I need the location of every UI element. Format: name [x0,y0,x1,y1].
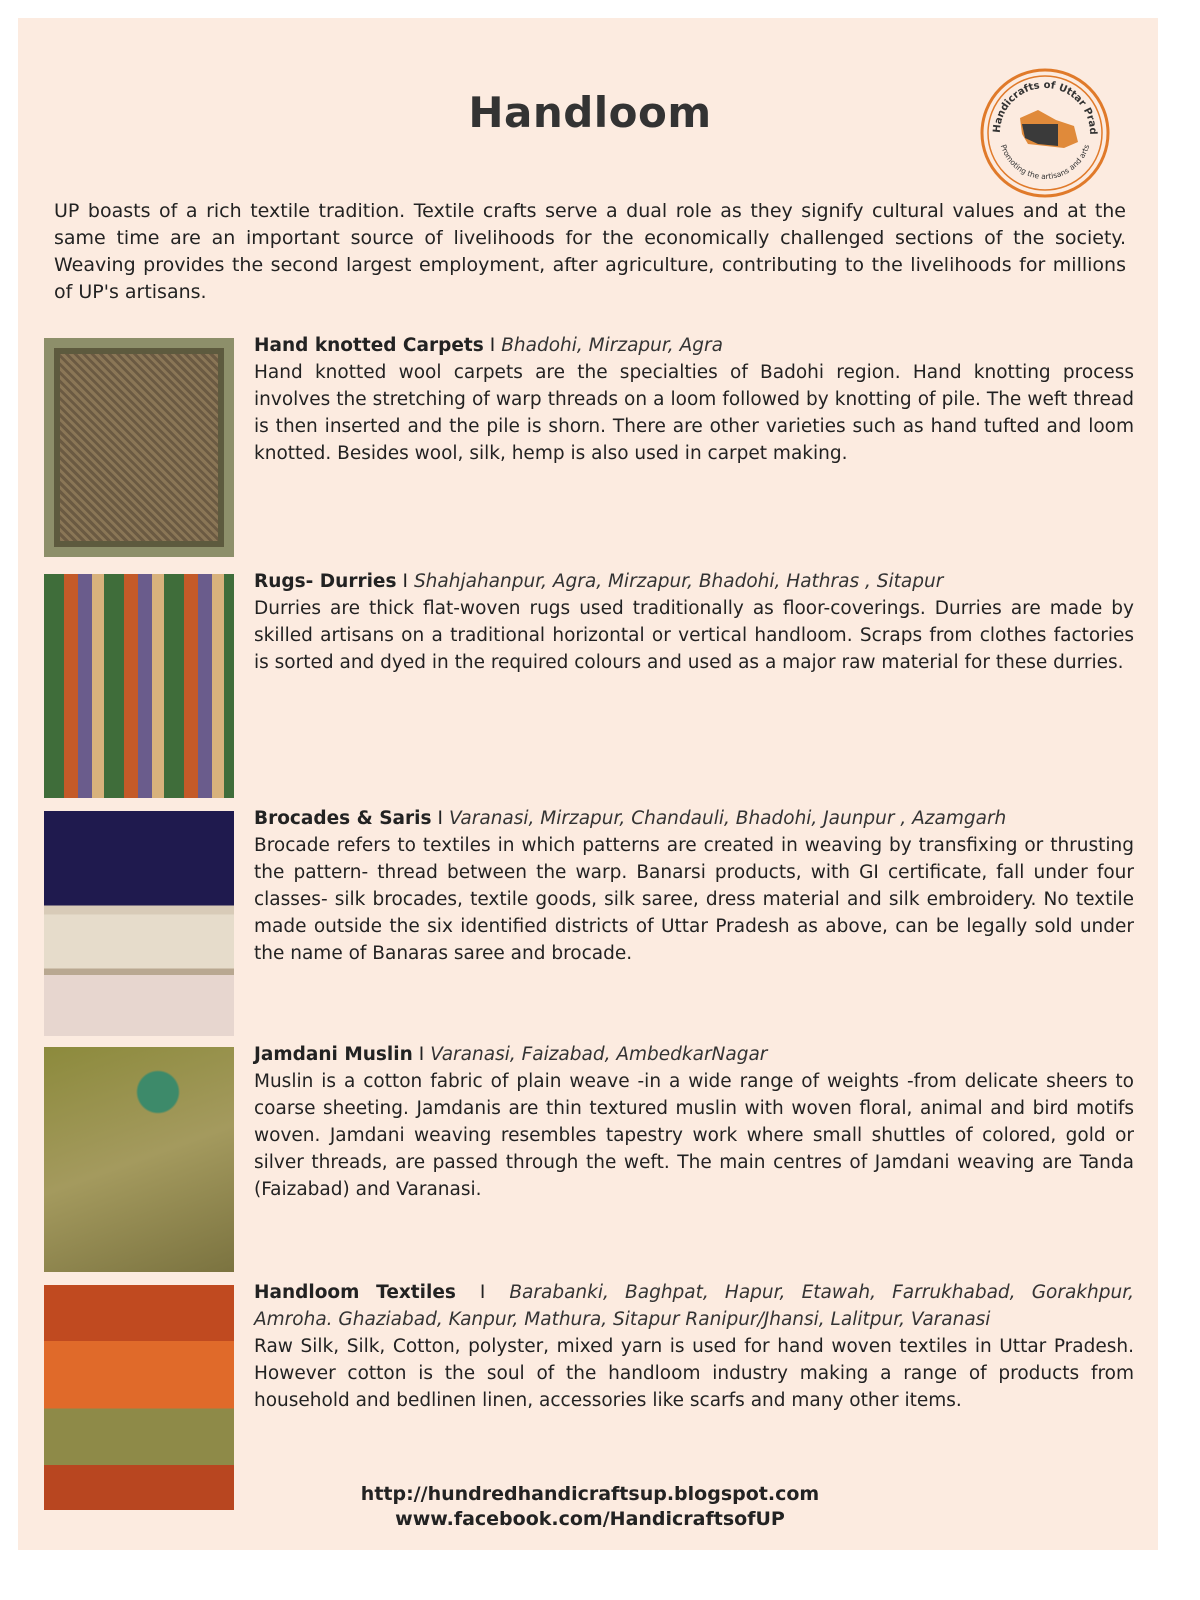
svg-text:Promoting the artisans and art [999,143,1091,181]
section-title: Brocades & Saris [254,808,432,829]
section-places: Barabanki, Baghpat, Hapur, Etawah, Farrukhabad, Gorakhpur, Amroha. Ghaziabad, Kanpur, Mathura, Sitapur Ranipur/Jhansi, Lalitpur, Varanasi [254,1282,1134,1330]
separator: I [437,808,443,829]
separator: I [418,1044,425,1065]
intro-paragraph: UP boasts of a rich textile tradition. Textile crafts serve a dual role as they signify cultural values and at the same time are an important source of livelihoods for the economically challenged sections of the society. Weaving provides the second largest employment, after agriculture, contributing to the livelihoods for millions of UP's artisans. [54,200,1126,303]
section-places: Shahjahanpur, Agra, Mirzapur, Bhadohi, Hathras , Sitapur [413,571,944,592]
section-places: Bhadohi, Mirzapur, Agra [501,335,723,356]
section-body: Brocade refers to textiles in which patterns are created in weaving by transfixing or thrusting the pattern- thread between the warp. Banarsi products, with GI certificate, fall under four classes- silk brocades, textile goods, silk saree, dress material and silk embroidery. No textile made outside the six identified districts of Uttar Pradesh as above, can be legally sold under the name of Banaras saree and brocade. [254,835,1134,964]
logo-bottom-text: Promoting the artisans and arts [998,143,1092,182]
facebook-link[interactable]: www.facebook.com/HandicraftsofUP [395,1508,785,1530]
blog-link[interactable]: http://hundredhandicraftsup.blogspot.com [360,1483,820,1505]
separator: I [402,571,408,592]
section-places: Varanasi, Faizabad, AmbedkarNagar [430,1044,768,1065]
separator: I [479,1282,486,1303]
section-body: Durries are thick flat-woven rugs used traditionally as floor-coverings. Durries are made by skilled artisans on a traditional horizontal or vertical handloom. Scraps from clothes factories is sorted and dyed in the required colours and used as a major raw material for these durries. [254,598,1134,673]
textiles-image [44,1285,234,1510]
section-title: Rugs- Durries [254,571,397,592]
footer [300,1482,880,1532]
brocade-image [44,811,234,1036]
jamdani-image [44,1047,234,1272]
section-body: Hand knotted wool carpets are the specialties of Badohi region. Hand knotting process involves the stretching of warp threads on a loom followed by knotting of pile. The weft thread is then inserted and the pile is shorn. There are other varieties such as hand tufted and loom knotted. Besides wool, silk, hemp is also used in carpet making. [254,362,1134,464]
durrie-image [44,574,234,798]
separator: I [489,335,496,356]
section-places: Varanasi, Mirzapur, Chandauli, Bhadohi, Jaunpur , Azamgarh [448,808,1007,829]
section-body: Raw Silk, Silk, Cotton, polyster, mixed yarn is used for hand woven textiles in Uttar Pradesh. However cotton is the soul of the handloom industry making a range of products from household and bedlinen linen, accessories like scarfs and many other items. [254,1336,1134,1411]
logo-top-text: Handicrafts of Uttar Prad [991,79,1099,135]
section-body: Muslin is a cotton fabric of plain weave -in a wide range of weights -from delicate sheers to coarse sheeting. Jamdanis are thin textured muslin with woven floral, animal and bird motifs woven. Jamdani weaving resembles tapestry work where small shuttles of colored, gold or silver threads, are passed through the weft. The main centres of Jamdani weaving are Tanda (Faizabad) and Varanasi. [254,1071,1134,1200]
section-title: Jamdani Muslin [254,1044,413,1065]
carpet-image [44,338,234,557]
handicrafts-up-logo [978,66,1112,200]
section-title: Handloom Textiles [254,1282,456,1303]
page-title: Handloom [468,88,712,137]
section-title: Hand knotted Carpets [254,335,484,356]
